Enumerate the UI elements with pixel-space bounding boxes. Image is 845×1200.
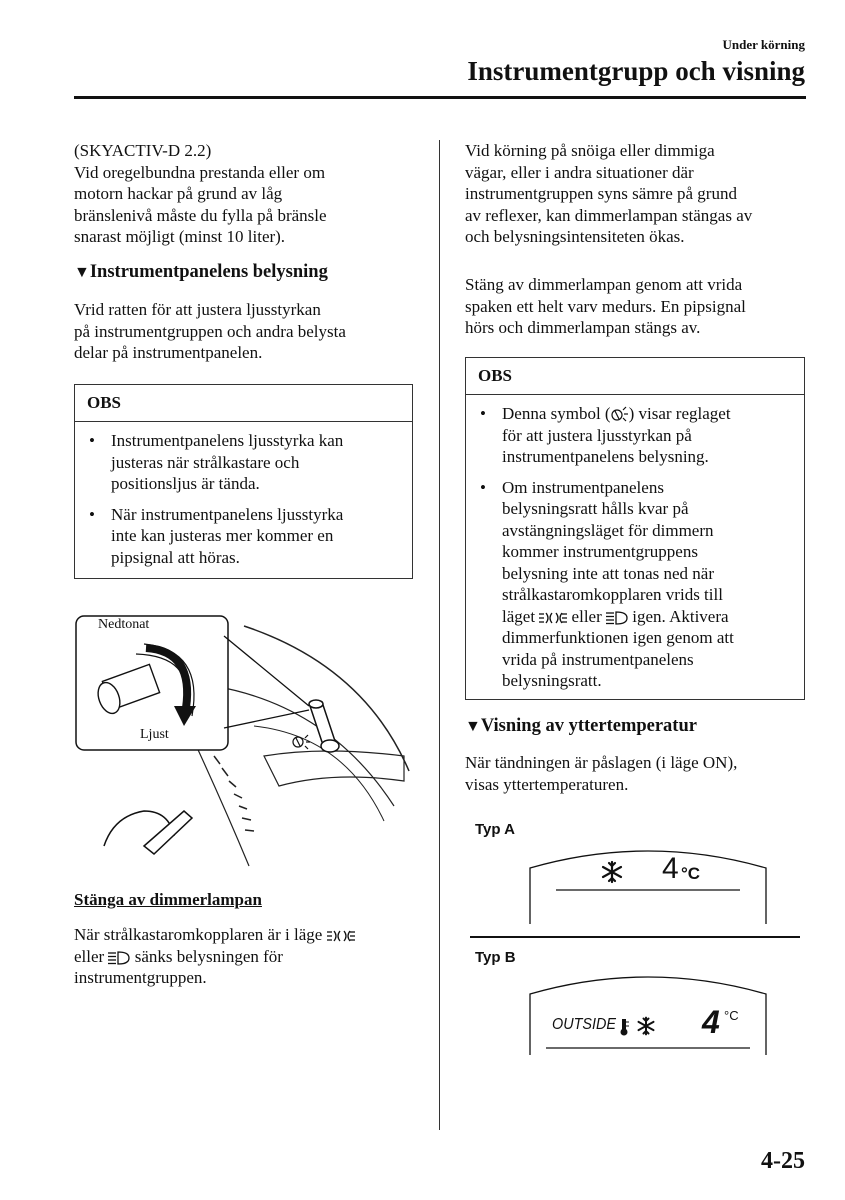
parking-light-icon — [539, 611, 567, 625]
list-item — [478, 403, 794, 468]
text-line: Vid oregelbundna prestanda eller om — [74, 162, 326, 182]
text-line: belysningsratt hålls kvar på — [502, 499, 689, 518]
text-span: sänks belysningen för — [134, 946, 283, 966]
dimmer-symbol-icon — [293, 735, 310, 749]
obs-list — [75, 422, 412, 581]
heading-panel-lighting — [74, 262, 328, 283]
text-line — [74, 924, 424, 946]
text-line: instrumentgruppen syns sämre på grund — [465, 184, 737, 203]
obs-title: OBS — [466, 358, 804, 395]
type-a-label: Typ A — [475, 821, 515, 838]
typ-divider — [470, 936, 800, 938]
type-b-unit: °C — [724, 1008, 739, 1023]
type-a-display — [528, 846, 768, 926]
list-item — [87, 430, 402, 495]
dimmer-figure — [74, 606, 424, 876]
text-line: Vid körning på snöiga eller dimmiga — [465, 141, 715, 160]
text-line: bränslenivå måste du fylla på bränsle — [74, 205, 327, 225]
text-line: När tändningen är påslagen (i läge ON), — [465, 753, 738, 772]
turn-off-paragraph — [74, 924, 424, 989]
list-item — [478, 477, 794, 692]
text-line: motorn hackar på grund av låg — [74, 184, 283, 203]
text-line: instrumentpanelens belysning. — [502, 447, 709, 466]
text-line: för att justera ljusstyrkan på — [502, 425, 692, 445]
label-dimmed: Nedtonat — [98, 617, 150, 632]
heading-outside-temp — [465, 716, 697, 737]
right-paragraph-1 — [465, 140, 810, 248]
obs-box-right — [465, 357, 805, 700]
text-line: Stäng av dimmerlampan genom att vrida — [465, 275, 743, 294]
obs-title: OBS — [75, 385, 412, 422]
type-a-display-frame — [528, 846, 768, 926]
snowflake-icon — [600, 860, 624, 884]
text-line: Vrid ratten för att justera ljusstyrkan — [74, 300, 321, 319]
text-line: visas yttertemperaturen. — [465, 774, 629, 794]
text-line: av reflexer, kan dimmerlampan stängas av — [465, 205, 753, 225]
text-span: läget — [502, 606, 536, 626]
outside-temp-paragraph — [465, 752, 810, 795]
text-line: positionsljus är tända. — [111, 474, 260, 493]
snowflake-icon — [636, 1016, 656, 1036]
type-b-temperature: 4 — [702, 1004, 720, 1040]
right-paragraph-2 — [465, 274, 810, 339]
text-span: igen. Aktivera — [632, 606, 729, 626]
text-line: kommer instrumentgruppens — [502, 542, 698, 561]
bullet-icon: • — [89, 431, 95, 450]
text-line: dimmerfunktionen igen genom att — [502, 628, 734, 647]
text-line: När instrumentpanelens ljusstyrka — [111, 504, 344, 524]
text-line: delar på instrumentpanelen. — [74, 343, 263, 362]
text-line: inte kan justeras mer kommer en — [111, 526, 334, 545]
text-line: (SKYACTIV-D 2.2) — [74, 141, 212, 160]
page-number: 4-25 — [761, 1148, 805, 1174]
text-line: spaken ett helt varv medurs. En pipsignal — [465, 296, 746, 316]
page-title: Instrumentgrupp och visning — [467, 56, 805, 86]
panel-lighting-paragraph — [74, 299, 424, 364]
list-item — [87, 504, 402, 569]
headlight-icon — [108, 951, 130, 965]
text-line: avstängningsläget för dimmern — [502, 520, 714, 540]
text-line: belysningsratt. — [502, 671, 602, 690]
text-line: och belysningsintensiteten ökas. — [465, 227, 685, 246]
dimmer-illustration — [74, 606, 424, 876]
subheading-turn-off-dimmer: Stänga av dimmerlampan — [74, 890, 262, 909]
text-line: belysning inte att tonas ned när — [502, 563, 714, 583]
section-label: Under körning — [722, 37, 805, 52]
bullet-icon: • — [480, 477, 486, 497]
parking-light-icon — [327, 929, 355, 943]
triangle-bullet-icon: ▼ — [74, 264, 90, 281]
text-line: Om instrumentpanelens — [502, 477, 664, 497]
dimmer-lever — [309, 700, 339, 752]
title-rule — [74, 96, 806, 99]
intro-paragraph — [74, 140, 424, 248]
type-a-temperature: 4 — [662, 852, 679, 885]
bullet-icon: • — [89, 504, 95, 524]
label-bright: Ljust — [140, 727, 169, 742]
text-line: Instrumentpanelens ljusstyrka kan — [111, 431, 344, 450]
text-line: pipsignal att höras. — [111, 547, 240, 567]
dimmer-symbol-icon — [611, 406, 629, 422]
text-span: eller — [74, 946, 105, 966]
text-line — [74, 946, 424, 968]
text-span: När strålkastaromkopplaren är i läge — [74, 925, 323, 944]
column-divider — [439, 140, 440, 1130]
text-line: vrida på instrumentpanelens — [502, 649, 694, 669]
bullet-icon: • — [480, 404, 486, 423]
type-b-label: Typ B — [475, 949, 516, 966]
text-span: Denna symbol ( — [502, 404, 611, 423]
text-line: justeras när strålkastare och — [111, 452, 300, 472]
text-span: ) visar reglaget — [628, 404, 731, 423]
heading-text: Visning av yttertemperatur — [480, 716, 697, 736]
thermometer-icon — [619, 1018, 629, 1036]
headlight-icon — [606, 611, 628, 625]
heading-text: Instrumentpanelens belysning — [89, 262, 328, 282]
type-a-unit: °C — [681, 864, 701, 883]
text-line: hörs och dimmerlampan stängs av. — [465, 318, 701, 337]
text-line: på instrumentgruppen och andra belysta — [74, 321, 346, 341]
text-line: vägar, eller i andra situationer där — [465, 162, 694, 182]
text-span: eller — [571, 606, 602, 626]
text-line: strålkastaromkopplaren vrids till — [502, 585, 723, 604]
type-b-outside-label: OUTSIDE — [552, 1016, 617, 1033]
triangle-bullet-icon: ▼ — [465, 718, 481, 735]
text-line: instrumentgruppen. — [74, 968, 207, 987]
type-b-display — [528, 972, 768, 1057]
obs-list — [466, 395, 804, 705]
text-line: snarast möjligt (minst 10 liter). — [74, 227, 286, 246]
obs-box-left — [74, 384, 413, 579]
